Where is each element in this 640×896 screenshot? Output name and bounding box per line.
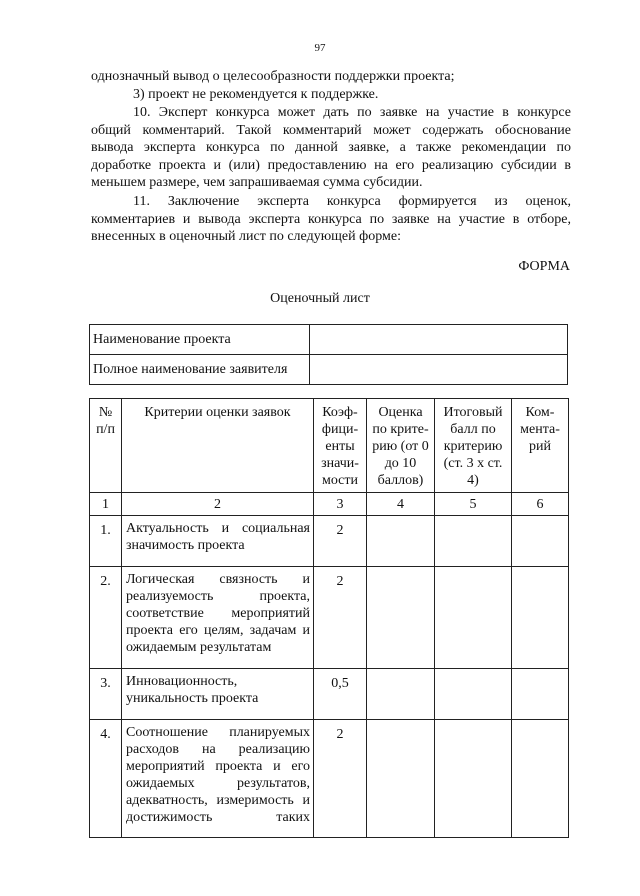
score-cell[interactable] <box>367 567 435 669</box>
criterion-text: Инновационность, уникальность проекта <box>122 669 314 720</box>
total-cell[interactable] <box>435 567 512 669</box>
total-cell[interactable] <box>435 720 512 838</box>
table-row <box>90 720 569 838</box>
paragraph-line: 11. Заключение эксперта конкурса формируется из оценок, <box>133 194 571 209</box>
table-row <box>90 516 569 567</box>
criterion-text: Соотношение планируемых расходов на реализацию мероприятий проекта и его ожидаемых результатов, адекватность, измеримость и достижимость таких <box>122 720 314 838</box>
criteria-table <box>89 398 569 838</box>
total-cell[interactable] <box>435 669 512 720</box>
score-cell[interactable] <box>367 720 435 838</box>
criterion-text: Актуальность и социальная значимость проекта <box>122 516 314 567</box>
paragraph-line: внесенных в оценочный лист по следующей форме: <box>91 229 401 244</box>
table-row <box>90 567 569 669</box>
paragraph-line: общий комментарий. Такой комментарий может содержать обоснование <box>91 122 571 138</box>
header-number: № п/п <box>90 399 122 493</box>
form-title: Оценочный лист <box>270 291 370 306</box>
header-criteria: Критерии оценки заявок <box>122 399 314 493</box>
paragraph-line: вывода эксперта конкурса по данной заявке, а также рекомендации по <box>91 140 571 155</box>
project-name-value[interactable] <box>309 325 567 355</box>
paragraph-line: доработке проекта и (или) предоставлению на его реализацию субсидии в <box>91 157 571 173</box>
page-number: 97 <box>314 42 326 54</box>
column-number: 1 <box>90 493 122 516</box>
table-row <box>90 669 569 720</box>
applicant-name-value[interactable] <box>309 355 567 385</box>
comment-cell[interactable] <box>512 516 569 567</box>
row-number: 4. <box>90 720 122 838</box>
column-number-row <box>90 493 569 516</box>
comment-cell[interactable] <box>512 720 569 838</box>
paragraph-line: комментариев и вывода эксперта конкурса по заявке на участие в отборе, <box>91 211 571 227</box>
coefficient-value: 0,5 <box>314 669 367 720</box>
coefficient-value: 2 <box>314 720 367 838</box>
header-score: Оценка по крите- рию (от 0 до 10 баллов) <box>367 399 435 493</box>
comment-cell[interactable] <box>512 567 569 669</box>
table-header-row <box>90 399 569 493</box>
criterion-text: Логическая связность и реализуемость проекта, соответствие мероприятий проекта его целям, задачам и ожидаемым результатам <box>122 567 314 669</box>
column-number: 2 <box>122 493 314 516</box>
table-row <box>90 325 568 355</box>
project-info-table <box>89 324 568 385</box>
score-cell[interactable] <box>367 669 435 720</box>
coefficient-value: 2 <box>314 516 367 567</box>
paragraph-line: меньшем размере, чем запрашиваемая сумма субсидии. <box>91 175 423 190</box>
coefficient-value: 2 <box>314 567 367 669</box>
column-number: 3 <box>314 493 367 516</box>
column-number: 6 <box>512 493 569 516</box>
form-label: ФОРМА <box>518 259 570 274</box>
paragraph-line: 10. Эксперт конкурса может дать по заявке на участие в конкурсе <box>133 105 571 120</box>
row-number: 3. <box>90 669 122 720</box>
paragraph-continuation: однозначный вывод о целесообразности поддержки проекта; <box>91 69 455 84</box>
header-total: Итоговый балл по критерию (ст. 3 х ст. 4) <box>435 399 512 493</box>
score-cell[interactable] <box>367 516 435 567</box>
paragraph-item-3: 3) проект не рекомендуется к поддержке. <box>133 87 379 102</box>
column-number: 5 <box>435 493 512 516</box>
project-name-label: Наименование проекта <box>90 325 310 355</box>
header-comment: Ком- мента- рий <box>512 399 569 493</box>
total-cell[interactable] <box>435 516 512 567</box>
column-number: 4 <box>367 493 435 516</box>
table-row <box>90 355 568 385</box>
row-number: 2. <box>90 567 122 669</box>
applicant-name-label: Полное наименование заявителя <box>90 355 310 385</box>
comment-cell[interactable] <box>512 669 569 720</box>
row-number: 1. <box>90 516 122 567</box>
header-coefficient: Коэф- фици- енты значи- мости <box>314 399 367 493</box>
